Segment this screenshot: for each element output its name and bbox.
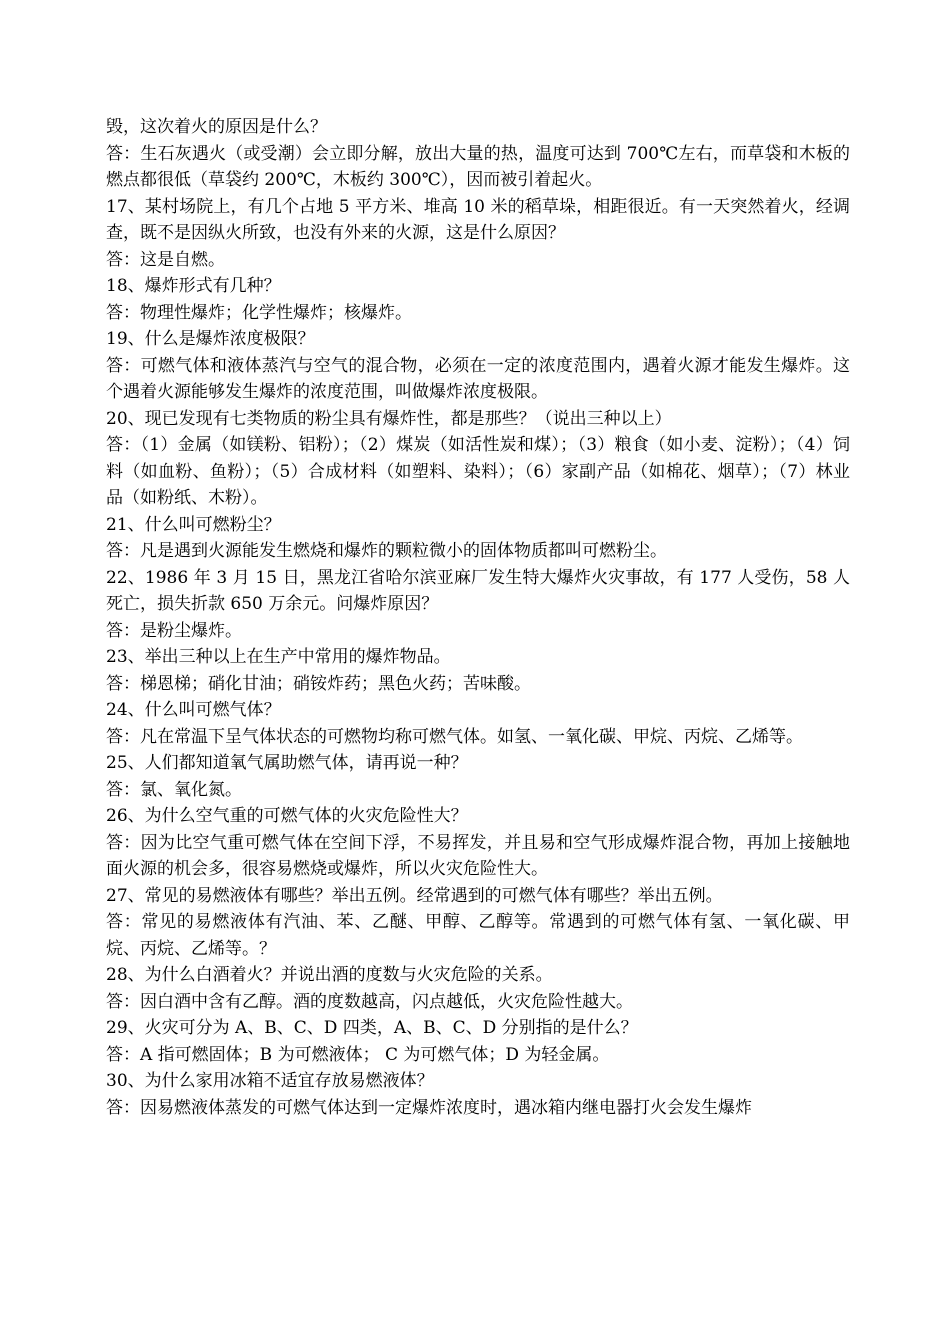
- answer-21: 答：凡是遇到火源能发生燃烧和爆炸的颗粒微小的固体物质都叫可燃粉尘。: [106, 541, 667, 561]
- question-27: 27、常见的易燃液体有哪些？举出五例。经常遇到的可燃气体有哪些？举出五例。: [106, 885, 723, 906]
- answer-25: 答：氯、氧化氮。: [106, 779, 242, 800]
- question-26: 26、为什么空气重的可燃气体的火灾危险性大？: [106, 806, 468, 826]
- answer-17: 答：这是自燃。: [106, 249, 225, 270]
- answer-26: 答：因为比空气重可燃气体在空间下浮，不易挥发，并且易和空气形成爆炸混合物，再加上接触地面火源的机会多，很容易燃烧或爆炸，所以火灾危险性大。: [106, 832, 850, 879]
- question-18: 18、爆炸形式有几种？: [106, 276, 281, 296]
- question-24: 24、什么叫可燃气体？: [106, 700, 281, 720]
- question-29: 29、火灾可分为 A、B、C、D 四类，A、B、C、D 分别指的是什么？: [106, 1018, 638, 1038]
- document-body: [106, 114, 850, 1121]
- answer-22: 答：是粉尘爆炸。: [106, 620, 242, 641]
- answer-24: 答：凡在常温下呈气体状态的可燃物均称可燃气体。如氢、一氧化碳、甲烷、丙烷、乙烯等。: [106, 726, 803, 747]
- answer-27: 答：常见的易燃液体有汽油、苯、乙醚、甲醇、乙醇等。常遇到的可燃气体有氢、一氧化碳、甲烷、丙烷、乙烯等。？: [106, 912, 850, 959]
- question-25: 25、人们都知道氧气属助燃气体，请再说一种？: [106, 753, 468, 773]
- paragraph: 毁，这次着火的原因是什么？: [106, 117, 327, 137]
- question-23: 23、举出三种以上在生产中常用的爆炸物品。: [106, 647, 451, 667]
- question-17: 17、某村场院上，有几个占地 5 平方米、堆高 10 米的稻草垛，相距很近。有一天突然着火，经调查，既不是因纵火所致，也没有外来的火源，这是什么原因？: [106, 196, 850, 243]
- answer-28: 答：因白酒中含有乙醇。酒的度数越高，闪点越低，火灾危险性越大。: [106, 991, 633, 1012]
- answer-23: 答：梯恩梯；硝化甘油；硝铵炸药；黑色火药；苦味酸。: [106, 673, 531, 694]
- answer-30: 答：因易燃液体蒸发的可燃气体达到一定爆炸浓度时，遇冰箱内继电器打火会发生爆炸: [106, 1097, 752, 1118]
- question-21: 21、什么叫可燃粉尘？: [106, 514, 281, 535]
- question-19: 19、什么是爆炸浓度极限？: [106, 329, 315, 349]
- answer-19: 答：可燃气体和液体蒸汽与空气的混合物，必须在一定的浓度范围内，遇着火源才能发生爆炸。这个遇着火源能够发生爆炸的浓度范围，叫做爆炸浓度极限。: [106, 355, 850, 402]
- answer-18: 答：物理性爆炸；化学性爆炸；核爆炸。: [106, 302, 412, 323]
- answer-29: 答：A 指可燃固体；B 为可燃液体； C 为可燃气体；D 为轻金属。: [106, 1044, 610, 1065]
- question-22: 22、1986 年 3 月 15 日，黑龙江省哈尔滨亚麻厂发生特大爆炸火灾事故，有 177 人受伤，58 人死亡，损失折款 650 万余元。问爆炸原因？: [106, 567, 850, 614]
- question-30: 30、为什么家用冰箱不适宜存放易燃液体？: [106, 1071, 434, 1091]
- answer-paragraph: 答：生石灰遇火（或受潮）会立即分解，放出大量的热，温度可达到 700℃左右，而草袋和木板的燃点都很低（草袋约 200℃，木板约 300℃），因而被引着起火。: [106, 143, 850, 190]
- answer-20: 答：（1）金属（如镁粉、铝粉）；（2）煤炭（如活性炭和煤）；（3）粮食（如小麦、淀粉）；（4）饲料（如血粉、鱼粉）；（5）合成材料（如塑料、染料）；（6）家副产品（如棉花、烟草）；（7）林业品（如粉纸、木粉）。: [106, 435, 850, 508]
- question-20: 20、现已发现有七类物质的粉尘具有爆炸性，都是那些？（说出三种以上）: [106, 408, 672, 429]
- question-28: 28、为什么白酒着火？并说出酒的度数与火灾危险的关系。: [106, 965, 553, 985]
